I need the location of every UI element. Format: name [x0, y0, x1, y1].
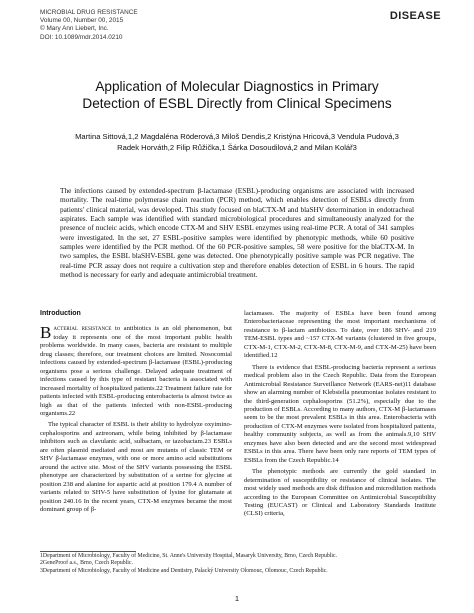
section-heading-introduction: Introduction [40, 310, 81, 317]
intro-paragraph: The phenotypic methods are currently the gold standard in determination of susceptibility or resistance of clinical isolates. The most widely used methods are disk diffusion and microdilution methods according to the European Committee on Antimicrobial Susceptibility Testing (EUCAST) or Clinical and Laboratory Standards Institute (CLSI) criteria, [244, 468, 436, 518]
abstract: The infections caused by extended-spectrum β-lactamase (ESBL)-producing organisms are associated with increased mortality. The real-time polymerase chain reaction (PCR) method, which enables detection of ESBLs directly from patients' clinical material, was developed. This study focused on blaCTX-M and blaSHV determination in endotracheal aspirates. Each sample was identified with standard microbiological procedures and simultaneously analyzed for the presence of nucleic acids, which encode CTX-M and SHV ESBL enzymes using real-time PCR. A total of 341 samples were investigated. In the set, 27 ESBL-positive samples were identified by phenotypic methods, while 60 positive samples were identified by the PCR method. Of the 60 PCR-positive samples, 58 were positive for the blaCTX-M. In two samples, the ESBL blaSHV-ESBL gene was detected. One phenotypically positive sample was PCR negative. The real-time PCR assay does not require a cultivation step and therefore enables detection of ESBL in 6 hours. The rapid method is necessary for early and adequate antimicrobial treatment. [60, 186, 414, 280]
footnote: 3Department of Microbiology, Faculty of Medicine and Dentistry, Palacký University Olomouc, Olomouc, Czech Republic. [40, 567, 328, 574]
doi-link[interactable]: DOI: 10.1089/mdr.2014.0210 [40, 33, 123, 41]
journal-info [40, 9, 138, 42]
journal-name: MICROBIAL DRUG RESISTANCE [40, 9, 138, 16]
copyright-line: © Mary Ann Liebert, Inc. [40, 25, 109, 33]
author-line: Radek Horváth,2 Filip Růžička,1 Šárka Dosoudilová,2 and Milan Kolář3 [117, 142, 357, 152]
journal-volume: Volume 00, Number 00, 2015 [40, 17, 124, 25]
intro-paragraph [40, 325, 232, 418]
title-line: Detection of ESBL Directly from Clinical Specimens [82, 95, 392, 111]
footnote: 2GeneProof a.s., Brno, Czech Republic. [40, 560, 133, 567]
intro-paragraph: The typical character of ESBL is their ability to hydrolyze oxyimino-cephalosporins and aztreonam, while being inhibited by β-lactamase inhibitors such as clavulanic acid, sulbactam, or tazobactam.23 ESBLs are often plasmid mediated and most are mutants of classic TEM or SHV β-lactamase enzymes, with one or more amino acid substitutions around the active site. Most of the SHV variants possessing the ESBL phenotype are characterized by substitution of a serine for glycine at position 238 and alanine for aspartic acid at position 179.4 A number of variants related to SHV-5 have substitution of lysine for glutamate at position 240.16 In the recent years, CTX-M enzymes became the most dominant group of β- [40, 421, 232, 513]
lead-smallcaps: acterial resistance [53, 325, 112, 333]
body-column-right [244, 310, 436, 522]
paragraph-text: to antibiotics is an old phenomenon, but today it represents one of the most important public health problems worldwide. In many cases, bacteria are resistant to multiple drug classes; therefore, our treatment choices are limited. Nosocomial infections caused by extended-spectrum β-lactamase (ESBL)-producing organisms pose a serious challenge. Delayed adequate treatment of infections caused by this type of resistant bacteria is associated with increased mortality of hospitalized patients.22 Treatment failure rate for patients infected with ESBL-producing enterobacteria is almost twice as high as that of the patients infected with non-ESBL-producing organisms.22 [40, 325, 232, 417]
affiliation-footnotes [40, 553, 434, 575]
intro-paragraph: lactamases. The majority of ESBLs have been found among Enterobacteriaceae representing the most important mechanisms of resistance to β-lactam antibiotics. To date, over 186 SHV- and 219 TEM-ESBL types and ~157 CTX-M variants (clustered in five groups, CTX-M-1, CTX-M-2, CTX-M-8, CTX-M-9, and CTX-M-25) have been identified.12 [244, 310, 436, 360]
body-column-left [40, 310, 232, 517]
title-line: Application of Molecular Diagnostics in Primary [95, 79, 379, 94]
author-line: Martina Sittová,1,2 Magdaléna Röderová,3 Miloš Dendis,2 Kristýna Hricová,3 Vendula Pudová,3 [75, 132, 399, 141]
section-tag: DISEASE [389, 10, 441, 22]
author-list [40, 132, 434, 153]
drop-cap: B [40, 323, 52, 343]
footnote-divider [40, 551, 136, 552]
intro-paragraph: There is evidence that ESBL-producing bacteria represent a serious medical problem also in the Czech Republic. Data from the European Antimicrobial Resistance Surveillance Network (EARS-net)11 database show an alarming number of Klebsiella pneumoniae isolates resistant to the third-generation cephalosporins (51.2%), especially due to the production of ESBLs. According to many authors, CTX-M β-lactamases seem to be the most prevalent ESBLs in this area. Enterobacteria with production of CTX-M enzymes were isolated from hospitalized patients, healthy community subjects, as well as from the animals.9,10 SHV enzymes have also been detected and are the second most widespread ESBLs in this area. There have been only rare reports of TEM types of ESBLs from the Czech Republic.14 [244, 363, 436, 464]
page-number: 1 [234, 594, 240, 603]
footnote: 1Department of Microbiology, Faculty of Medicine, St. Anne's University Hospital, Masaryk University, Brno, Czech Republic. [40, 553, 338, 559]
article-title [40, 79, 434, 112]
